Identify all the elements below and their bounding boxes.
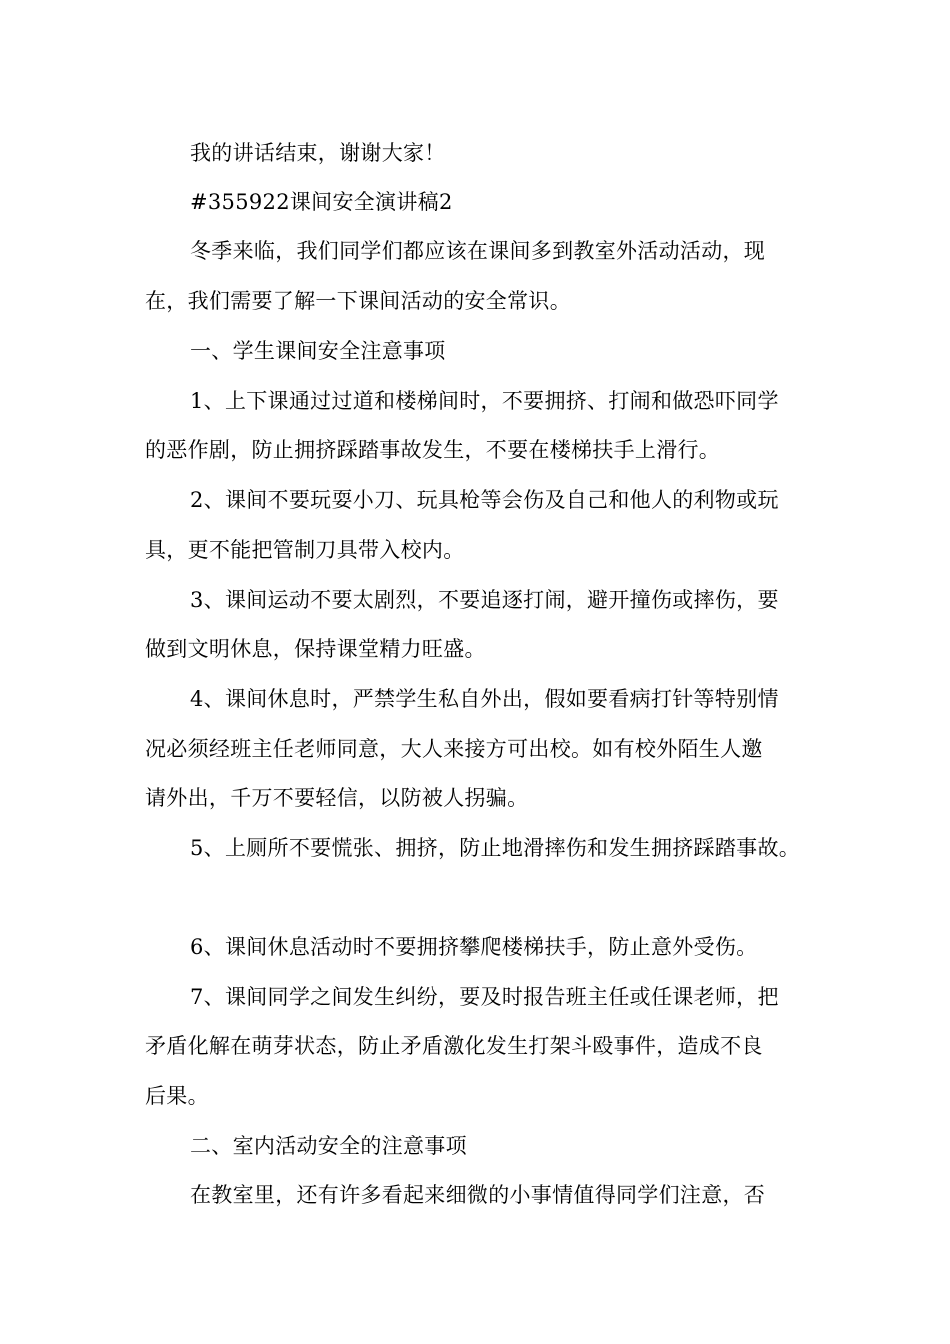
text-line: 冬季来临，我们同学们都应该在课间多到教室外活动活动，现 [190, 239, 766, 263]
text-line: 在教室里，还有许多看起来细微的小事情值得同学们注意，否 [190, 1183, 766, 1207]
text-line: 况必须经班主任老师同意，大人来接方可出校。如有校外陌生人邀 [145, 737, 763, 761]
text-line: 矛盾化解在萌芽状态，防止矛盾激化发生打架斗殴事件，造成不良 [145, 1034, 763, 1058]
text-line: 3、课间运动不要太剧烈，不要追逐打闹，避开撞伤或摔伤，要 [190, 588, 779, 612]
subheading: 一、学生课间安全注意事项 [190, 339, 446, 363]
text-line: 1、上下课通过过道和楼梯间时，不要拥挤、打闹和做恐吓同学 [190, 389, 779, 413]
closing-line: 我的讲话结束，谢谢大家！ [190, 141, 446, 165]
text-line: 7、课间同学之间发生纠纷，要及时报告班主任或任课老师，把 [190, 985, 779, 1009]
text-line: 5、上厕所不要慌张、拥挤，防止地滑摔伤和发生拥挤踩踏事故。 [190, 836, 801, 860]
text-line: 在，我们需要了解一下课间活动的安全常识。 [145, 289, 571, 313]
text-line: 做到文明休息，保持课堂精力旺盛。 [145, 637, 486, 661]
text-line: 的恶作剧，防止拥挤踩踏事故发生，不要在楼梯扶手上滑行。 [145, 438, 721, 462]
text-line: 4、课间休息时，严禁学生私自外出，假如要看病打针等特别情 [190, 687, 779, 711]
text-line: 后果。 [145, 1084, 209, 1108]
text-line: 2、课间不要玩耍小刀、玩具枪等会伤及自己和他人的利物或玩 [190, 488, 779, 512]
section-heading: #355922课间安全演讲稿2 [190, 190, 453, 214]
text-line: 6、课间休息活动时不要拥挤攀爬楼梯扶手，防止意外受伤。 [190, 935, 758, 959]
text-line: 请外出，千万不要轻信，以防被人拐骗。 [145, 786, 529, 810]
text-line: 具，更不能把管制刀具带入校内。 [145, 538, 465, 562]
subheading: 二、室内活动安全的注意事项 [190, 1134, 467, 1158]
